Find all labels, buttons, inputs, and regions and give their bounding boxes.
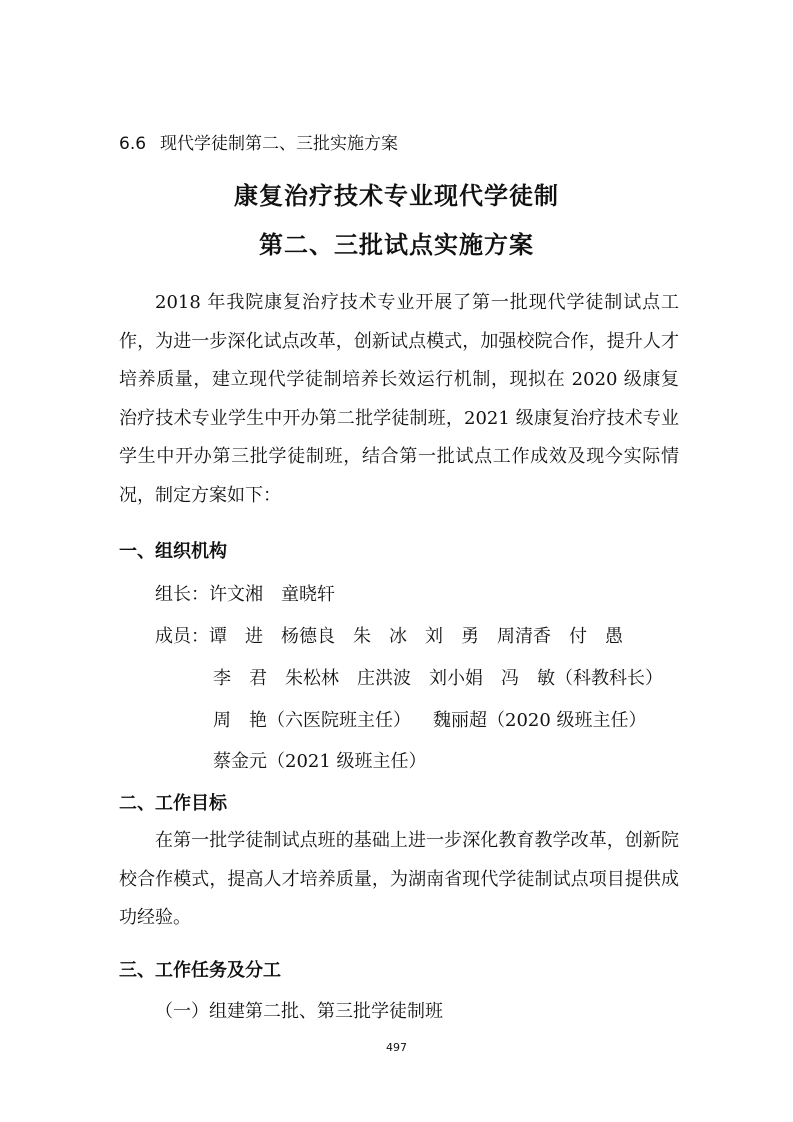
member-name: 付 愚 (569, 626, 623, 647)
document-title-line-1: 康复治疗技术专业现代学徒制 (234, 181, 559, 210)
member-name: 刘小娟 (429, 668, 483, 689)
member-name: 魏丽超（2020 级班主任） (433, 710, 647, 731)
section-title: 现代学徒制第二、三批实施方案 (160, 134, 399, 154)
section-2-paragraph: 在第一批学徒制试点班的基础上进一步深化教育教学改革，创新院校合作模式，提高人才培养质量，为湖南省现代学徒制试点项目提供成功经验。 (119, 830, 679, 929)
subsection-heading: （一）组建第二批、第三批学徒制班 (155, 1001, 443, 1022)
member-label: 成员： (155, 626, 209, 647)
member-name: 李 君 (213, 668, 267, 689)
member-name: 周清香 (497, 626, 551, 647)
member-name: 朱 冰 (353, 626, 407, 647)
page-number: 497 (386, 1041, 407, 1054)
member-row (213, 706, 647, 732)
leader-label: 组长： (155, 584, 209, 605)
member-row (213, 747, 427, 773)
member-row (155, 622, 623, 648)
member-name: 谭 进 (209, 626, 263, 647)
section-reference (119, 129, 398, 154)
member-row (213, 664, 663, 690)
section-1-heading: 一、组织机构 (119, 541, 227, 562)
section-2-heading: 二、工作目标 (119, 793, 227, 814)
member-name: 庄洪波 (357, 668, 411, 689)
leader-name: 许文湘 (209, 584, 263, 605)
leader-name: 童晓轩 (281, 584, 335, 605)
member-name: 刘 勇 (425, 626, 479, 647)
member-name: 蔡金元（2021 级班主任） (213, 751, 427, 772)
leader-line (155, 580, 335, 606)
document-title-line-2: 第二、三批试点实施方案 (259, 230, 534, 259)
section-3-heading: 三、工作任务及分工 (119, 960, 281, 981)
member-name: 冯 敏（科教科长） (501, 668, 663, 689)
member-name: 朱松林 (285, 668, 339, 689)
section-number: 6.6 (119, 134, 147, 154)
member-name: 杨德良 (281, 626, 335, 647)
intro-paragraph: 2018 年我院康复治疗技术专业开展了第一批现代学徒制试点工作，为进一步深化试点改革，创新试点模式，加强校院合作，提升人才培养质量，建立现代学徒制培养长效运行机制，现拟在 2020 级康复治疗技术专业学生中开办第二批学徒制班，2021 级康复治疗技术专业学生中开办第三批学徒制班，结合第一批试点工作成效及现今实际情况，制定方案如下： (119, 292, 679, 506)
member-name: 周 艳（六医院班主任） (213, 710, 411, 731)
